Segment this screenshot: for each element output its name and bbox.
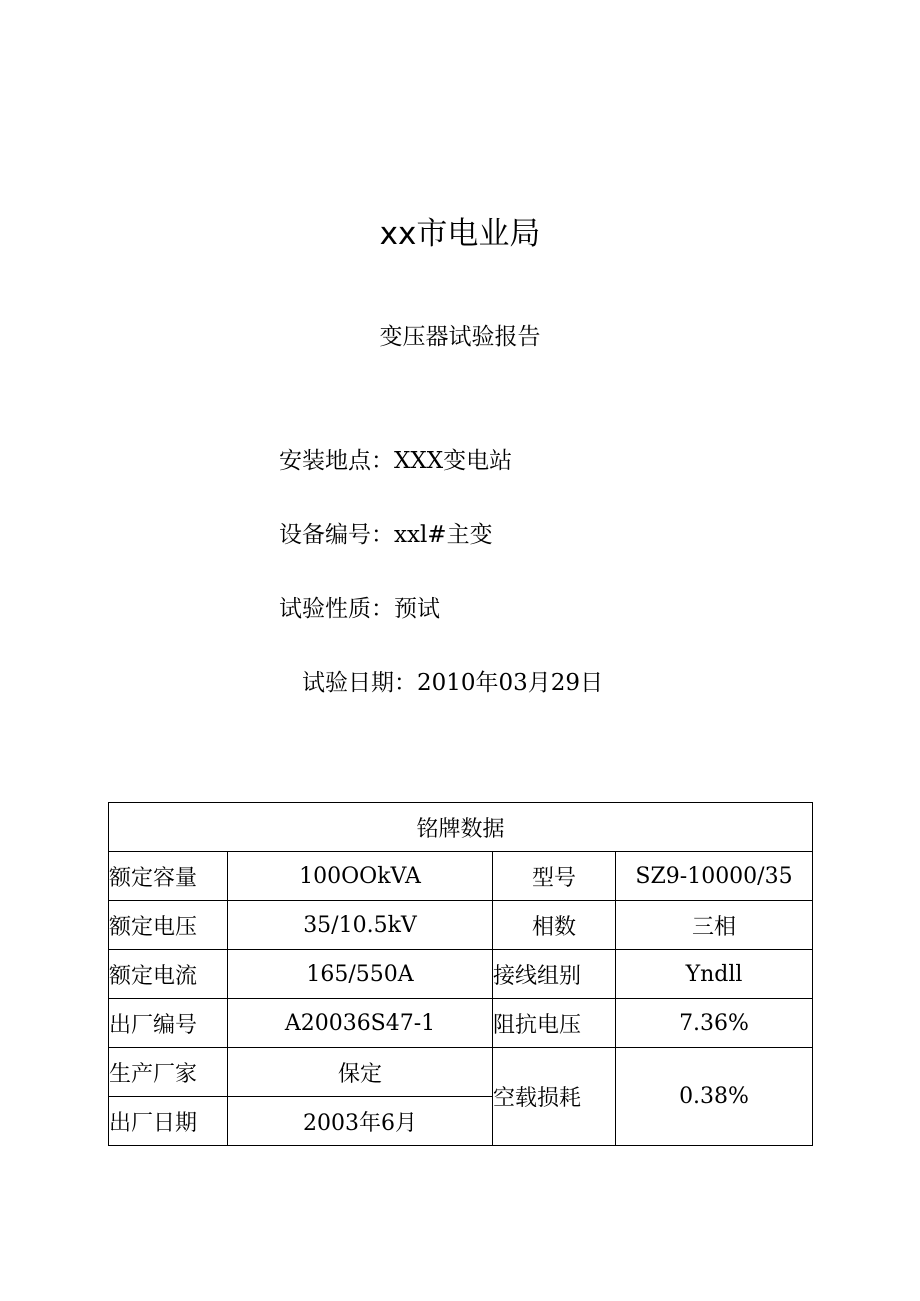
noload-loss-label: 空载损耗	[493, 1048, 616, 1146]
manufacturer-value: 保定	[228, 1048, 493, 1097]
install-location-line	[279, 444, 512, 478]
nameplate-header: 铭牌数据	[109, 803, 813, 852]
table-row	[109, 852, 813, 901]
test-date-line	[302, 666, 603, 700]
table-row	[109, 950, 813, 999]
nameplate-table	[108, 802, 813, 1146]
phase-label: 相数	[493, 901, 616, 950]
noload-loss-value: 0.38%	[616, 1048, 813, 1146]
model-value: SZ9-10000/35	[616, 852, 813, 901]
device-number-label: 设备编号：	[279, 522, 394, 548]
connection-group-value: Yndll	[616, 950, 813, 999]
test-date-value: 2010年03月29日	[417, 670, 604, 696]
device-number-value: xxl#主变	[394, 522, 493, 548]
rated-voltage-value: 35/10.5kV	[228, 901, 493, 950]
table-row	[109, 1048, 813, 1097]
table-row	[109, 999, 813, 1048]
manufacture-date-value: 2003年6月	[228, 1097, 493, 1146]
phase-value: 三相	[616, 901, 813, 950]
test-type-line	[279, 592, 440, 626]
rated-voltage-label: 额定电压	[109, 901, 228, 950]
install-location-value: XXX变电站	[394, 448, 513, 474]
report-title: 变压器试验报告	[379, 324, 541, 350]
device-number-line	[279, 518, 493, 552]
test-type-label: 试验性质：	[279, 596, 394, 622]
rated-capacity-value: 100OOkVA	[228, 852, 493, 901]
rated-capacity-label: 额定容量	[109, 852, 228, 901]
impedance-voltage-value: 7.36%	[616, 999, 813, 1048]
table-row	[109, 901, 813, 950]
impedance-voltage-label: 阻抗电压	[493, 999, 616, 1048]
manufacturer-label: 生产厂家	[109, 1048, 228, 1097]
organization-title: xx市电业局	[379, 216, 541, 252]
install-location-label: 安装地点：	[279, 448, 394, 474]
connection-group-label: 接线组别	[493, 950, 616, 999]
model-label: 型号	[493, 852, 616, 901]
rated-current-value: 165/550A	[228, 950, 493, 999]
test-type-value: 预试	[394, 596, 440, 622]
serial-number-value: A20036S47-1	[228, 999, 493, 1048]
table-row	[109, 803, 813, 852]
manufacture-date-label: 出厂日期	[109, 1097, 228, 1146]
rated-current-label: 额定电流	[109, 950, 228, 999]
serial-number-label: 出厂编号	[109, 999, 228, 1048]
test-date-label: 试验日期：	[302, 670, 417, 696]
